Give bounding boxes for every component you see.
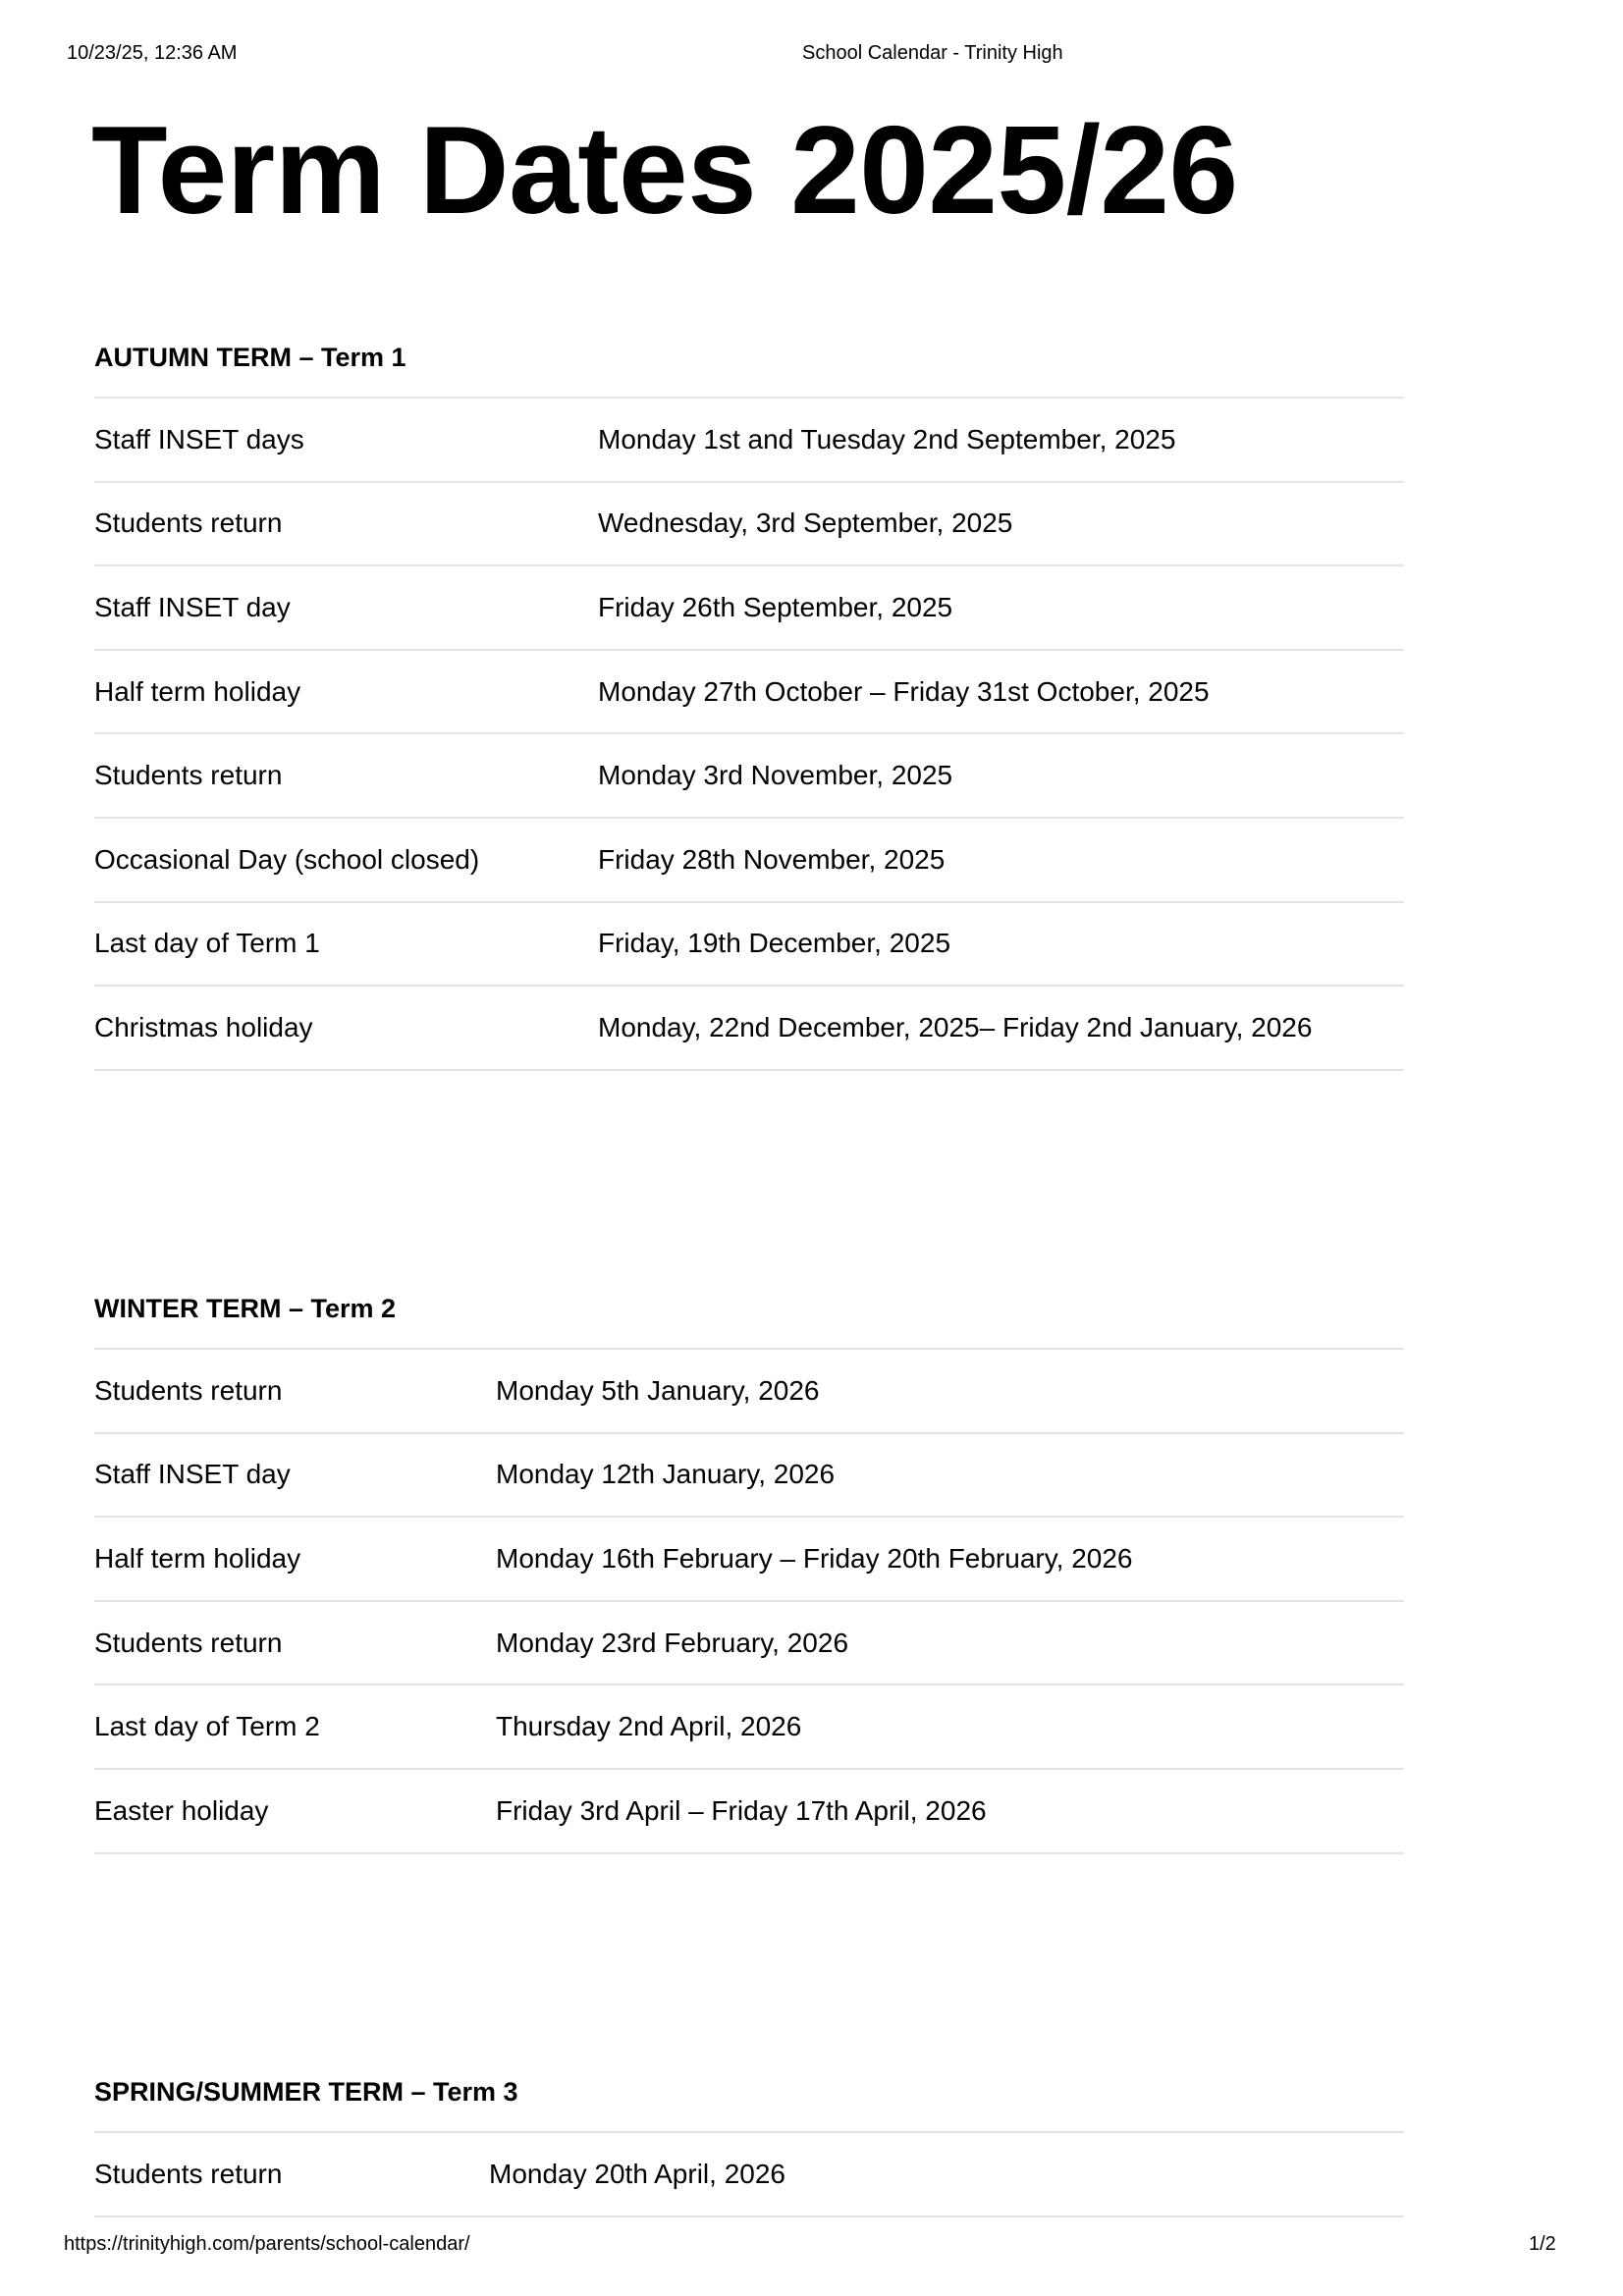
table-row <box>94 398 1404 482</box>
event-cell: Half term holiday <box>94 650 598 734</box>
print-url: https://trinityhigh.com/parents/school-calendar/ <box>64 2233 470 2255</box>
term-section-autumn <box>94 342 1404 1071</box>
table-row <box>94 986 1404 1070</box>
table-row <box>94 1601 1404 1685</box>
date-cell: Friday, 19th December, 2025 <box>598 902 1404 987</box>
date-cell: Monday 3rd November, 2025 <box>598 733 1404 818</box>
table-row <box>94 565 1404 650</box>
date-cell: Monday 20th April, 2026 <box>489 2132 1404 2216</box>
table-row <box>94 1684 1404 1769</box>
date-cell: Monday 16th February – Friday 20th February, 2026 <box>496 1517 1404 1601</box>
date-cell: Monday 12th January, 2026 <box>496 1433 1404 1518</box>
print-timestamp: 10/23/25, 12:36 AM <box>67 42 238 64</box>
term-heading: AUTUMN TERM – Term 1 <box>94 343 406 372</box>
date-cell: Friday 3rd April – Friday 17th April, 2026 <box>496 1769 1404 1853</box>
table-row <box>94 482 1404 566</box>
term-dates-table <box>94 397 1404 1071</box>
event-cell: Students return <box>94 482 598 566</box>
table-row <box>94 1349 1404 1433</box>
event-cell: Students return <box>94 733 598 818</box>
table-row <box>94 1517 1404 1601</box>
event-cell: Last day of Term 2 <box>94 1684 496 1769</box>
print-page-title: School Calendar - Trinity High <box>802 42 1063 64</box>
term-section-winter <box>94 1293 1404 1854</box>
date-cell: Monday 27th October – Friday 31st October, 2025 <box>598 650 1404 734</box>
event-cell: Half term holiday <box>94 1517 496 1601</box>
event-cell: Students return <box>94 1601 496 1685</box>
term-dates-table <box>94 2131 1404 2217</box>
date-cell: Monday 1st and Tuesday 2nd September, 2025 <box>598 398 1404 482</box>
event-cell: Christmas holiday <box>94 986 598 1070</box>
event-cell: Staff INSET days <box>94 398 598 482</box>
term-heading: SPRING/SUMMER TERM – Term 3 <box>94 2077 518 2107</box>
event-cell: Last day of Term 1 <box>94 902 598 987</box>
table-row <box>94 733 1404 818</box>
table-row <box>94 1769 1404 1853</box>
event-cell: Staff INSET day <box>94 565 598 650</box>
event-cell: Occasional Day (school closed) <box>94 818 598 902</box>
date-cell: Thursday 2nd April, 2026 <box>496 1684 1404 1769</box>
date-cell: Friday 28th November, 2025 <box>598 818 1404 902</box>
term-section-spring-summer <box>94 2076 1404 2217</box>
date-cell: Monday, 22nd December, 2025– Friday 2nd January, 2026 <box>598 986 1404 1070</box>
date-cell: Monday 23rd February, 2026 <box>496 1601 1404 1685</box>
event-cell: Staff INSET day <box>94 1433 496 1518</box>
term-heading: WINTER TERM – Term 2 <box>94 1294 397 1323</box>
event-cell: Easter holiday <box>94 1769 496 1853</box>
table-row <box>94 1433 1404 1518</box>
table-row <box>94 650 1404 734</box>
event-cell: Students return <box>94 1349 496 1433</box>
date-cell: Monday 5th January, 2026 <box>496 1349 1404 1433</box>
table-row <box>94 902 1404 987</box>
page-title: Term Dates 2025/26 <box>91 100 1238 240</box>
date-cell: Friday 26th September, 2025 <box>598 565 1404 650</box>
date-cell: Wednesday, 3rd September, 2025 <box>598 482 1404 566</box>
event-cell: Students return <box>94 2132 489 2216</box>
table-row <box>94 818 1404 902</box>
print-page-number: 1/2 <box>1529 2233 1556 2255</box>
table-row <box>94 2132 1404 2216</box>
term-dates-table <box>94 1348 1404 1854</box>
